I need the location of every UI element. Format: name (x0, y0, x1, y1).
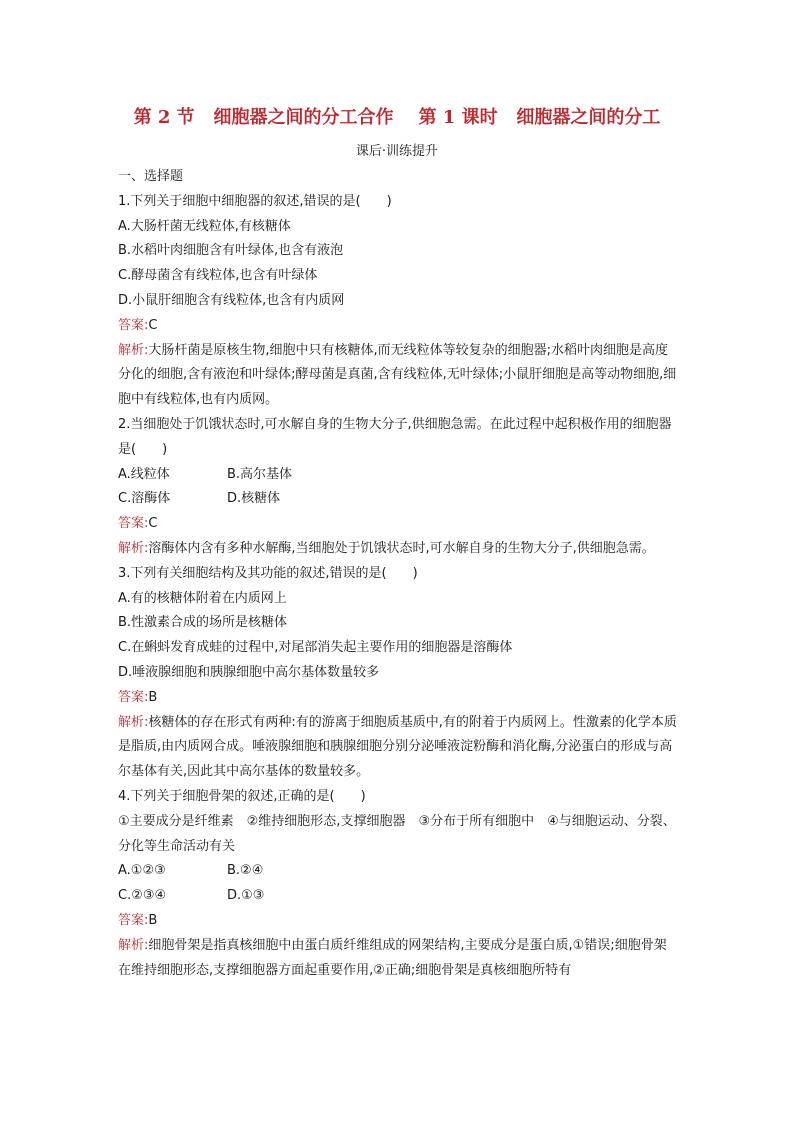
analysis-row (118, 934, 678, 984)
options-row (118, 884, 678, 909)
analysis-text: 核糖体的存在形式有两种:有的游离于细胞质基质中,有的附着于内质网上。性激素的化学本质是脂质,由内质网合成。唾液腺细胞和胰腺细胞分别分泌唾液淀粉酶和消化酶,分泌蛋白的形成与高尔基体有关,因此其中高尔基体的数量较多。 (118, 714, 677, 780)
option-a: A.有的核糖体附着在内质网上 (118, 590, 287, 606)
question-3 (118, 562, 678, 785)
answer-value: C (148, 516, 158, 532)
question-stem: 2.当细胞处于饥饿状态时,可水解自身的生物大分子,供细胞急需。在此过程中起积极作用的细胞器是( ) (118, 416, 672, 457)
options-row (118, 859, 678, 884)
answer-row (118, 512, 678, 537)
question-stem: 4.下列关于细胞骨架的叙述,正确的是( ) (118, 788, 366, 804)
analysis-row (118, 537, 678, 562)
question-1 (118, 190, 678, 413)
answer-label: 答案: (118, 912, 149, 928)
option-b: B.高尔基体 (227, 466, 293, 482)
options-row (118, 487, 678, 512)
option-d: D.唾液腺细胞和胰腺细胞中高尔基体数量较多 (118, 664, 380, 680)
option-c: C.酵母菌含有线粒体,也含有叶绿体 (118, 268, 318, 284)
section-heading: 一、选择题 (118, 169, 184, 184)
option-c: C.②③④ (118, 888, 167, 904)
options-row (118, 463, 678, 488)
question-4 (118, 785, 678, 983)
option-b: B.②④ (227, 863, 264, 879)
analysis-label: 解析: (118, 937, 149, 953)
option-b: B.性激素合成的场所是核糖体 (118, 615, 288, 631)
analysis-label: 解析: (118, 714, 149, 730)
analysis-row (118, 339, 678, 413)
option-a: A.①②③ (118, 863, 166, 879)
option-d: D.核糖体 (227, 491, 281, 507)
content-body (118, 165, 678, 983)
option-d: D.小鼠肝细胞含有线粒体,也含有内质网 (118, 292, 345, 308)
answer-label: 答案: (118, 689, 149, 705)
answer-value: B (148, 689, 158, 705)
page-title: 第 2 节 细胞器之间的分工合作 第 1 课时 细胞器之间的分工 (133, 107, 661, 128)
analysis-label: 解析: (118, 540, 149, 556)
option-a: A.大肠杆菌无线粒体,有核糖体 (118, 218, 291, 234)
answer-label: 答案: (118, 516, 149, 532)
option-c: C.溶酶体 (118, 491, 171, 507)
answer-row (118, 686, 678, 711)
page-subtitle: 课后·训练提升 (355, 144, 439, 159)
analysis-label: 解析: (118, 342, 149, 358)
answer-value: C (148, 317, 158, 333)
option-c: C.在蝌蚪发育成蛙的过程中,对尾部消失起主要作用的细胞器是溶酶体 (118, 640, 513, 656)
analysis-text: 溶酶体内含有多种水解酶,当细胞处于饥饿状态时,可水解自身的生物大分子,供细胞急需。 (148, 540, 655, 556)
answer-row (118, 909, 678, 934)
answer-label: 答案: (118, 317, 149, 333)
analysis-row (118, 711, 678, 785)
answer-value: B (148, 912, 158, 928)
answer-row (118, 314, 678, 339)
option-b: B.水稻叶肉细胞含有叶绿体,也含有液泡 (118, 243, 344, 259)
question-stem: 1.下列关于细胞中细胞器的叙述,错误的是( ) (118, 193, 392, 209)
analysis-text: 大肠杆菌是原核生物,细胞中只有核糖体,而无线粒体等较复杂的细胞器;水稻叶肉细胞是高度分化的细胞,含有液泡和叶绿体;酵母菌是真菌,含有线粒体,无叶绿体;小鼠肝细胞是高等动物细胞,细胞中有线粒体,也有内质网。 (118, 342, 677, 408)
question-2 (118, 413, 678, 562)
analysis-text: 细胞骨架是指真核细胞中由蛋白质纤维组成的网架结构,主要成分是蛋白质,①错误;细胞骨架在维持细胞形态,支撑细胞器方面起重要作用,②正确;细胞骨架是真核细胞所特有 (118, 937, 667, 978)
option-d: D.①③ (227, 888, 265, 904)
question-stem: 3.下列有关细胞结构及其功能的叙述,错误的是( ) (118, 565, 418, 581)
question-items: ①主要成分是纤维素 ②维持细胞形态,支撑细胞器 ③分布于所有细胞中 ④与细胞运动、分裂、分化等生命活动有关 (118, 813, 676, 854)
option-a: A.线粒体 (118, 466, 170, 482)
